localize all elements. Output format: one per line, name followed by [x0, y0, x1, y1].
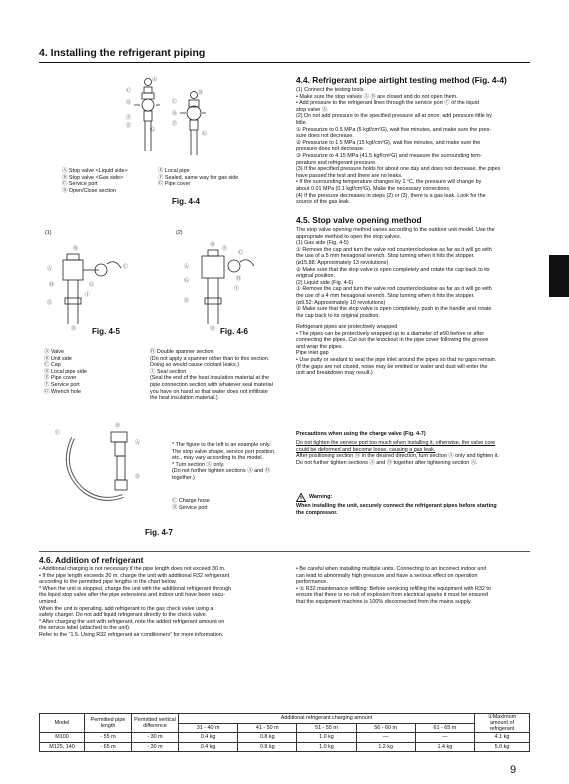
svg-text:Ⓔ: Ⓔ	[126, 123, 132, 129]
svg-text:Ⓕ: Ⓕ	[222, 246, 228, 252]
svg-text:Ⓓ: Ⓓ	[71, 326, 77, 332]
fig-4-4-legend-left: Ⓐ Stop valve <Liquid side> Ⓑ Stop valve <Gas side> Ⓒ Service port Ⓓ Open/Close section	[62, 168, 128, 194]
side-tab-marker	[549, 255, 569, 297]
table-header-vertical: Permitted vertical difference	[132, 714, 179, 733]
svg-text:Ⓖ: Ⓖ	[150, 127, 156, 133]
svg-text:Ⓓ: Ⓓ	[126, 100, 132, 106]
table-row: M125, 140 - 65 m - 30 m 0.4 kg 0.8 kg 1.0 kg 1.2 kg 1.4 kg 5.0 kg	[40, 742, 530, 752]
fig-4-4-caption: Fig. 4-4	[172, 197, 201, 206]
svg-text:Ⓒ: Ⓒ	[55, 430, 61, 436]
svg-text:Ⓑ: Ⓑ	[115, 423, 121, 429]
fig-4-5-legend-right: Ⓗ Double spanner section (Do not apply a spanner other than to this section. Doing so would cause coolant leaks.) Ⓘ Seal section (Seal the end of the heat insulation material at the pipe connection section with whatever seal material you have on hand so that water does not infiltrate the heat insulation material.)	[150, 349, 273, 402]
fig-4-5-label: (1)	[45, 230, 52, 236]
svg-text:Ⓕ: Ⓕ	[126, 115, 132, 121]
page-title: 4. Installing the refrigerant piping	[39, 47, 206, 59]
fig-4-5-drawing	[45, 240, 165, 330]
table-range: 51 - 55 m	[297, 723, 356, 733]
svg-text:Ⓒ: Ⓒ	[123, 264, 129, 270]
svg-text:Ⓐ: Ⓐ	[47, 266, 53, 272]
table-header-model: Model	[40, 714, 85, 733]
table-range: 31 - 40 m	[179, 723, 238, 733]
section-4-4-heading: 4.4. Refrigerant pipe airtight testing method (Fig. 4-4)	[296, 75, 507, 85]
title-rule	[39, 62, 530, 63]
fig-4-6-caption: Fig. 4-6	[220, 327, 249, 336]
svg-text:Ⓓ: Ⓓ	[135, 474, 141, 480]
svg-text:Ⓐ: Ⓐ	[135, 440, 141, 446]
svg-text:Ⓔ: Ⓔ	[47, 300, 53, 306]
svg-text:Ⓑ: Ⓑ	[198, 90, 204, 96]
refrigerant-table	[39, 713, 530, 752]
table-header-pipe-length: Permitted pipe length	[85, 714, 132, 733]
fig-4-6-drawing	[176, 240, 296, 330]
fig-4-7-drawing	[55, 418, 170, 508]
svg-text:Ⓕ: Ⓕ	[172, 121, 178, 127]
fig-4-5-caption: Fig. 4-5	[92, 327, 121, 336]
section-4-6-left: • Additional charging is not necessary if the pipe length does not exceed 30 m. • If the pipe length exceeds 30 m, charge the unit with additional R32 refrigerant according to the permitted pipe lengths in the chart below. * When the unit is stopped, charge the unit with the additional refrigerant through the liquid stop valve after the pipe extensions and indoor unit have been vacu- umized. When the unit is operating, add refrigerant to the gas check valve using a safety charger. Do not add liquid refrigerant directly to the check valve. * After charging the unit with refrigerant, note the added refrigerant amount on the service label (attached to the unit). Refer to the “1.5. Using R32 refrigerant air conditioners” for more information.	[39, 566, 232, 638]
svg-text:Ⓘ: Ⓘ	[234, 286, 240, 292]
section-4-6-heading: 4.6. Addition of refrigerant	[39, 555, 144, 565]
svg-text:Ⓔ: Ⓔ	[184, 298, 190, 304]
table-range: 41 - 50 m	[238, 723, 297, 733]
section-4-6-rule	[39, 551, 530, 552]
table-range: 56 - 60 m	[356, 723, 415, 733]
section-4-6-right: • Be careful when installing multiple units. Connecting to an incorrect indoor unit can lead to abnormally high pressure and have a serious effect on operation performance. • ① R32 maintenance refilling: Before servicing refilling the equipment with R32 to ensure that there is no risk of explosion from electrical sparks it must be ensured that the equipment machine is 100% disconnected from the mains supply.	[296, 566, 491, 605]
fig-4-7-note: * The figure to the left is an example only. The stop valve shape, service port position, etc., may vary according to the model. * Turn section Ⓐ only. (Do not further tighten sections Ⓐ and Ⓑ together.)	[172, 442, 276, 481]
table-header-maximum: ①Maximum amount of refrigerant	[475, 714, 530, 733]
warning-icon	[296, 493, 306, 502]
svg-text:Ⓑ: Ⓑ	[210, 242, 216, 248]
fig-4-7-caption: Fig. 4-7	[145, 528, 174, 537]
svg-text:Ⓗ: Ⓗ	[49, 282, 55, 288]
section-4-4-body: (1) Connect the testing tools. • Make sure the stop valves Ⓐ Ⓑ are closed and do not open them. • Add pressure to the refrigerant lines through the service port Ⓒ of the liquid stop valve Ⓐ. (2) Do not add pressure to the specified pressure all at once; add pressure little by little. ① Pressurize to 0.5 MPa (5 kgf/cm²G), wait five minutes, and make sure the pres- sure does not decrease. ② Pressurize to 1.5 MPa (15 kgf/cm²G), wait five minutes, and make sure the pressure does not decrease. ③ Pressurize to 4.15 MPa (41.5 kgf/cm²G) and measure the surrounding tem- perature and refrigerant pressure. (3) If the specified pressure holds for about one day and does not decrease, the pipes have passed the test and there are no leaks. • If the surrounding temperature changes by 1 °C, the pressure will change by about 0.01 MPa (0.1 kgf/cm²G). Make the necessary corrections. (4) If the pressure decreases in steps (2) or (3), there is a gas leak. Look for the source of the gas leak.	[296, 87, 501, 206]
svg-text:Ⓗ: Ⓗ	[236, 276, 242, 282]
svg-text:Ⓓ: Ⓓ	[172, 111, 178, 117]
svg-text:Ⓒ: Ⓒ	[238, 250, 244, 256]
svg-text:Ⓖ: Ⓖ	[202, 131, 208, 137]
section-4-5-body: The stop valve opening method varies according to the outdoor unit model. Use the appropriate method to open the stop valves. (1) Gas side (Fig. 4-5) ① Remove the cap and turn the valve rod counterclockwise as far as it will go with the use of a 5 mm hexagonal wrench. Stop turning when it hits the stopper. (ø15.88: Approximately 13 revolutions) ② Make sure that the stop valve is open completely and rotate the cap back to its original position. (2) Liquid side (Fig. 4-6) ① Remove the cap and turn the valve rod counterclockwise as far as it will go with the use of a 4 mm hexagonal wrench. Stop turning when it hits the stopper. (ø9.52: Approximately 10 revolutions) ② Make sure that the stop valve is open completely, push in the handle and rotate the cap back to its original position.	[296, 227, 495, 319]
warning-label: Warning:	[309, 494, 333, 500]
fig-4-6-label: (2)	[176, 230, 183, 236]
svg-text:Ⓘ: Ⓘ	[85, 292, 91, 298]
page-number: 9	[510, 764, 517, 776]
table-row: M100 - 55 m - 30 m 0.4 kg 0.8 kg 1.0 kg — — 4.1 kg	[40, 733, 530, 743]
precautions-heading: Precautions when using the charge valve (Fig. 4-7)	[296, 431, 426, 437]
precautions-body: Do not tighten the service port too much when installing it, otherwise, the valve core could be deformed and become loose, causing a gas leak. After positioning section Ⓑ in the desired direction, turn section Ⓐ only and tighten it. Do not further tighten sections Ⓐ and Ⓑ together after tightening section Ⓐ.	[296, 440, 499, 466]
svg-text:Ⓒ: Ⓒ	[126, 88, 132, 94]
fig-4-4-legend-right: Ⓔ Local pipe Ⓕ Sealed, same way for gas side Ⓖ Pipe cover	[158, 168, 239, 188]
section-4-5-pipes: Refrigerant pipes are protectively wrapped • The pipes can be protectively wrapped up to a diameter of ø90 before or after connecting the pipes. Cut out the knockout in the pipe cover following the groove and wrap the pipes. Pipe inlet gap • Use putty or sealant to seal the pipe inlet around the pipes so that no gaps remain. (If the gaps are not closed, noise may be emitted or water and dust will enter the unit and breakdown may result.)	[296, 324, 497, 377]
svg-text:Ⓖ: Ⓖ	[89, 282, 95, 288]
section-4-5-heading: 4.5. Stop valve opening method	[296, 215, 422, 225]
svg-text:Ⓑ: Ⓑ	[73, 246, 79, 252]
table-range: 61 - 65 m	[415, 723, 474, 733]
svg-text:Ⓖ: Ⓖ	[184, 278, 190, 284]
svg-text:Ⓓ: Ⓓ	[210, 326, 216, 332]
warning-text: When installing the unit, securely connect the refrigerant pipes before starting the compressor.	[296, 503, 497, 516]
table-header-additional: Additional refrigerant charging amount	[179, 714, 475, 724]
svg-text:Ⓐ: Ⓐ	[184, 264, 190, 270]
fig-4-7-legend: Ⓒ Charge hose Ⓓ Service port	[172, 498, 210, 511]
fig-4-5-legend-left: Ⓐ Valve Ⓑ Unit side Ⓒ Cap Ⓓ Local pipe side Ⓔ Pipe cover Ⓕ Service port Ⓖ Wrench hole	[44, 349, 87, 395]
svg-text:Ⓐ: Ⓐ	[152, 77, 158, 83]
svg-text:Ⓒ: Ⓒ	[172, 99, 178, 105]
fig-4-4-drawing	[120, 75, 230, 165]
